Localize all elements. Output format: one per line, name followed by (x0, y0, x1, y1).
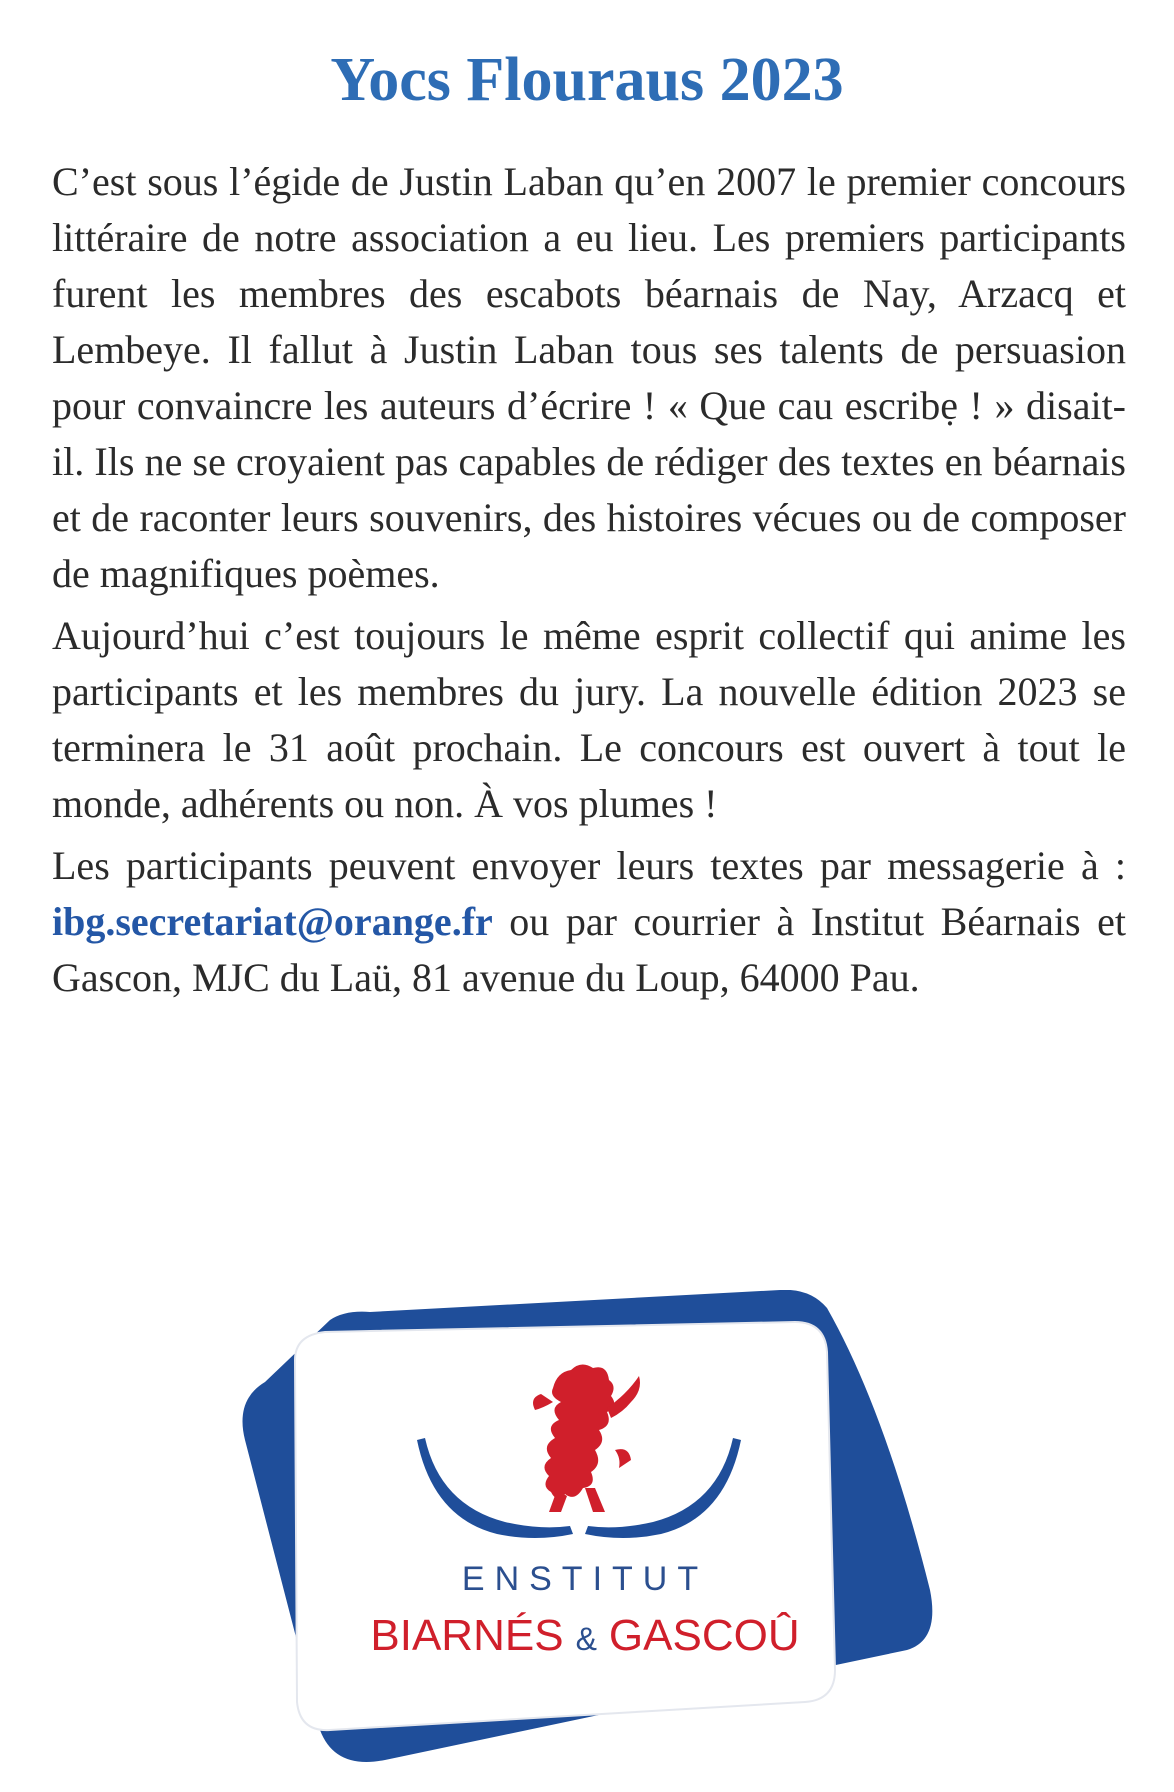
contact-text-after: ou par courrier à Institut Béarnais et Gascon, MJC du Laü, 81 avenue du Loup, 64000 Pau. (52, 899, 1126, 1000)
email-link[interactable]: ibg.secretariat@orange.fr (52, 899, 493, 944)
logo-text-enstitut: ENSTITUT (461, 1560, 709, 1598)
contact-text-before: Les participants peuvent envoyer leurs textes par messagerie à : (52, 843, 1126, 888)
article-body (52, 154, 1126, 1012)
logo-word-gascou: GASCOÛ (608, 1611, 800, 1660)
institute-logo (235, 1290, 955, 1770)
paragraph-contact (52, 838, 1126, 1006)
page-title: Yocs Flouraus 2023 (330, 46, 844, 114)
logo-graphic (235, 1290, 955, 1770)
paragraph-edition: Aujourd’hui c’est toujours le même esprit collectif qui anime les participants et les membres du jury. La nouvelle édition 2023 se terminera le 31 août prochain. Le concours est ouvert à tout le monde, adhérents ou non. À vos plumes ! (52, 613, 1126, 826)
paragraph-history: C’est sous l’égide de Justin Laban qu’en 2007 le premier concours littéraire de notre association a eu lieu. Les premiers participants furent les membres des escabots béarnais de Nay, Arzacq et Lembeye. Il fallut à Justin Laban tous ses talents de persuasion pour convaincre les auteurs d’écrire ! « Que cau escribẹ ! » disait-il. Ils ne se croyaient pas capables de rédiger des textes en béarnais et de raconter leurs souvenirs, des histoires vécues ou de composer de magnifiques poèmes. (52, 159, 1126, 596)
logo-ampersand: & (575, 1621, 597, 1657)
logo-word-biarnes: BIARNÉS (370, 1611, 564, 1660)
